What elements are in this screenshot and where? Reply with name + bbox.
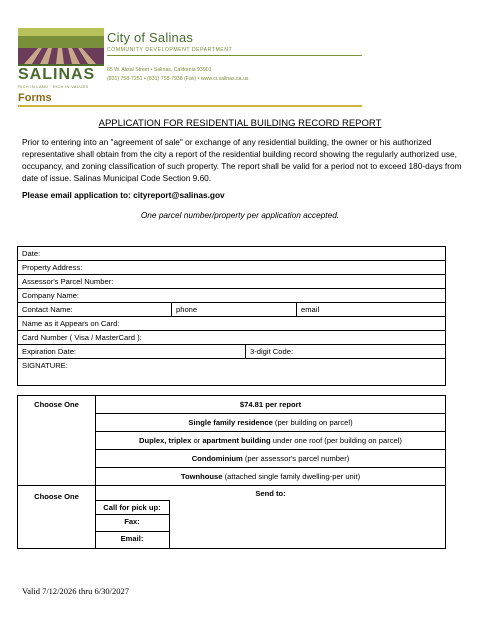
option-condominium[interactable] [96,450,445,468]
section-divider [18,105,362,107]
section-label: Forms [18,92,52,104]
parcel-number-label: Assessor's Parcel Number: [22,277,114,286]
option-fax[interactable] [96,515,170,532]
property-address-label: Property Address: [22,263,83,272]
condominium-desc: (per assessor's parcel number) [242,454,350,463]
department-contact: (831) 758-7251 • (831) 758-7938 (Fax) • www.ci.salinas.ca.us [107,76,249,82]
parcel-note: One parcel number/property per application accepted. [140,210,340,220]
page-title: APPLICATION FOR RESIDENTIAL BUILDING RECORD REPORT [98,118,382,129]
phone-field[interactable]: phone [171,303,296,316]
townhouse-title: Townhouse [180,472,223,481]
option-pickup[interactable] [96,500,170,515]
apartment-title: apartment building [202,436,271,445]
report-price: $74.81 per report [96,396,445,414]
choose-one-report-type: Choose One [18,396,96,485]
applicant-form [17,246,446,386]
send-to-label: Send to: [255,489,286,498]
intro-paragraph: Prior to entering into an "agreement of sale" or exchange of any residential building, the owner or his authorized representative shall obtain from the city a report of the residential building record showing the regularly authorized use, occupancy, and zoning classification of such property. The report shall be valid for a period not to exceed 180-days from date of issue. Salinas Municipal Code Section 9.60. [22,137,462,183]
report-options-table [17,395,446,549]
choose-one-delivery: Choose One [18,486,96,548]
single-family-title: Single family residence [188,418,273,427]
expiration-row [18,345,445,359]
signature-label: SIGNATURE: [22,361,68,370]
townhouse-desc: (attached single family dwelling-per unit) [222,472,361,481]
email-instruction: Please email application to: cityreport@salinas.gov [22,190,225,200]
duplex-desc: under one roof (per building on parcel) [270,436,402,445]
cvv-field[interactable]: 3-digit Code: [245,345,445,358]
duplex-or: or [191,436,203,445]
pickup-label: Call for pick up: [103,503,161,512]
logo-tagline: RICH IN LAND · RICH IN VALUES [18,84,89,89]
date-row[interactable] [18,247,445,261]
parcel-number-row[interactable] [18,275,445,289]
name-on-card-label: Name as it Appears on Card: [22,319,120,328]
email-field[interactable]: email [296,303,445,316]
condominium-title: Condominium [191,454,243,463]
property-address-row[interactable] [18,261,445,275]
fax-label: Fax: [124,517,140,526]
company-name-row[interactable] [18,289,445,303]
option-townhouse[interactable] [96,468,445,485]
contact-row [18,303,445,317]
option-duplex[interactable] [96,432,445,450]
single-family-desc: (per building on parcel) [272,418,353,427]
delivery-section [18,486,445,548]
department-address: 65 W. Alisal Street • Salinas, California 93901 [107,67,212,73]
card-number-label: Card Number ( Visa / MasterCard ): [22,333,142,342]
department-name: COMMUNITY DEVELOPMENT DEPARTMENT [107,47,233,53]
expiration-field[interactable]: Expiration Date: [22,347,77,356]
header-divider [107,55,362,56]
logo-wordmark: SALINAS [18,66,96,83]
option-single-family[interactable] [96,414,445,432]
name-on-card-row[interactable] [18,317,445,331]
duplex-title: Duplex, triplex [139,436,192,445]
date-label: Date: [22,249,41,258]
card-number-row[interactable] [18,331,445,345]
company-name-label: Company Name: [22,291,79,300]
signature-row[interactable] [18,359,445,385]
validity-footer: Valid 7/12/2026 thru 6/30/2027 [22,586,129,596]
email-option-label: Email: [120,534,144,543]
contact-name-field[interactable]: Contact Name: [22,305,73,314]
report-type-section [18,396,445,486]
option-email[interactable] [96,532,170,548]
city-title: City of Salinas [107,30,194,45]
